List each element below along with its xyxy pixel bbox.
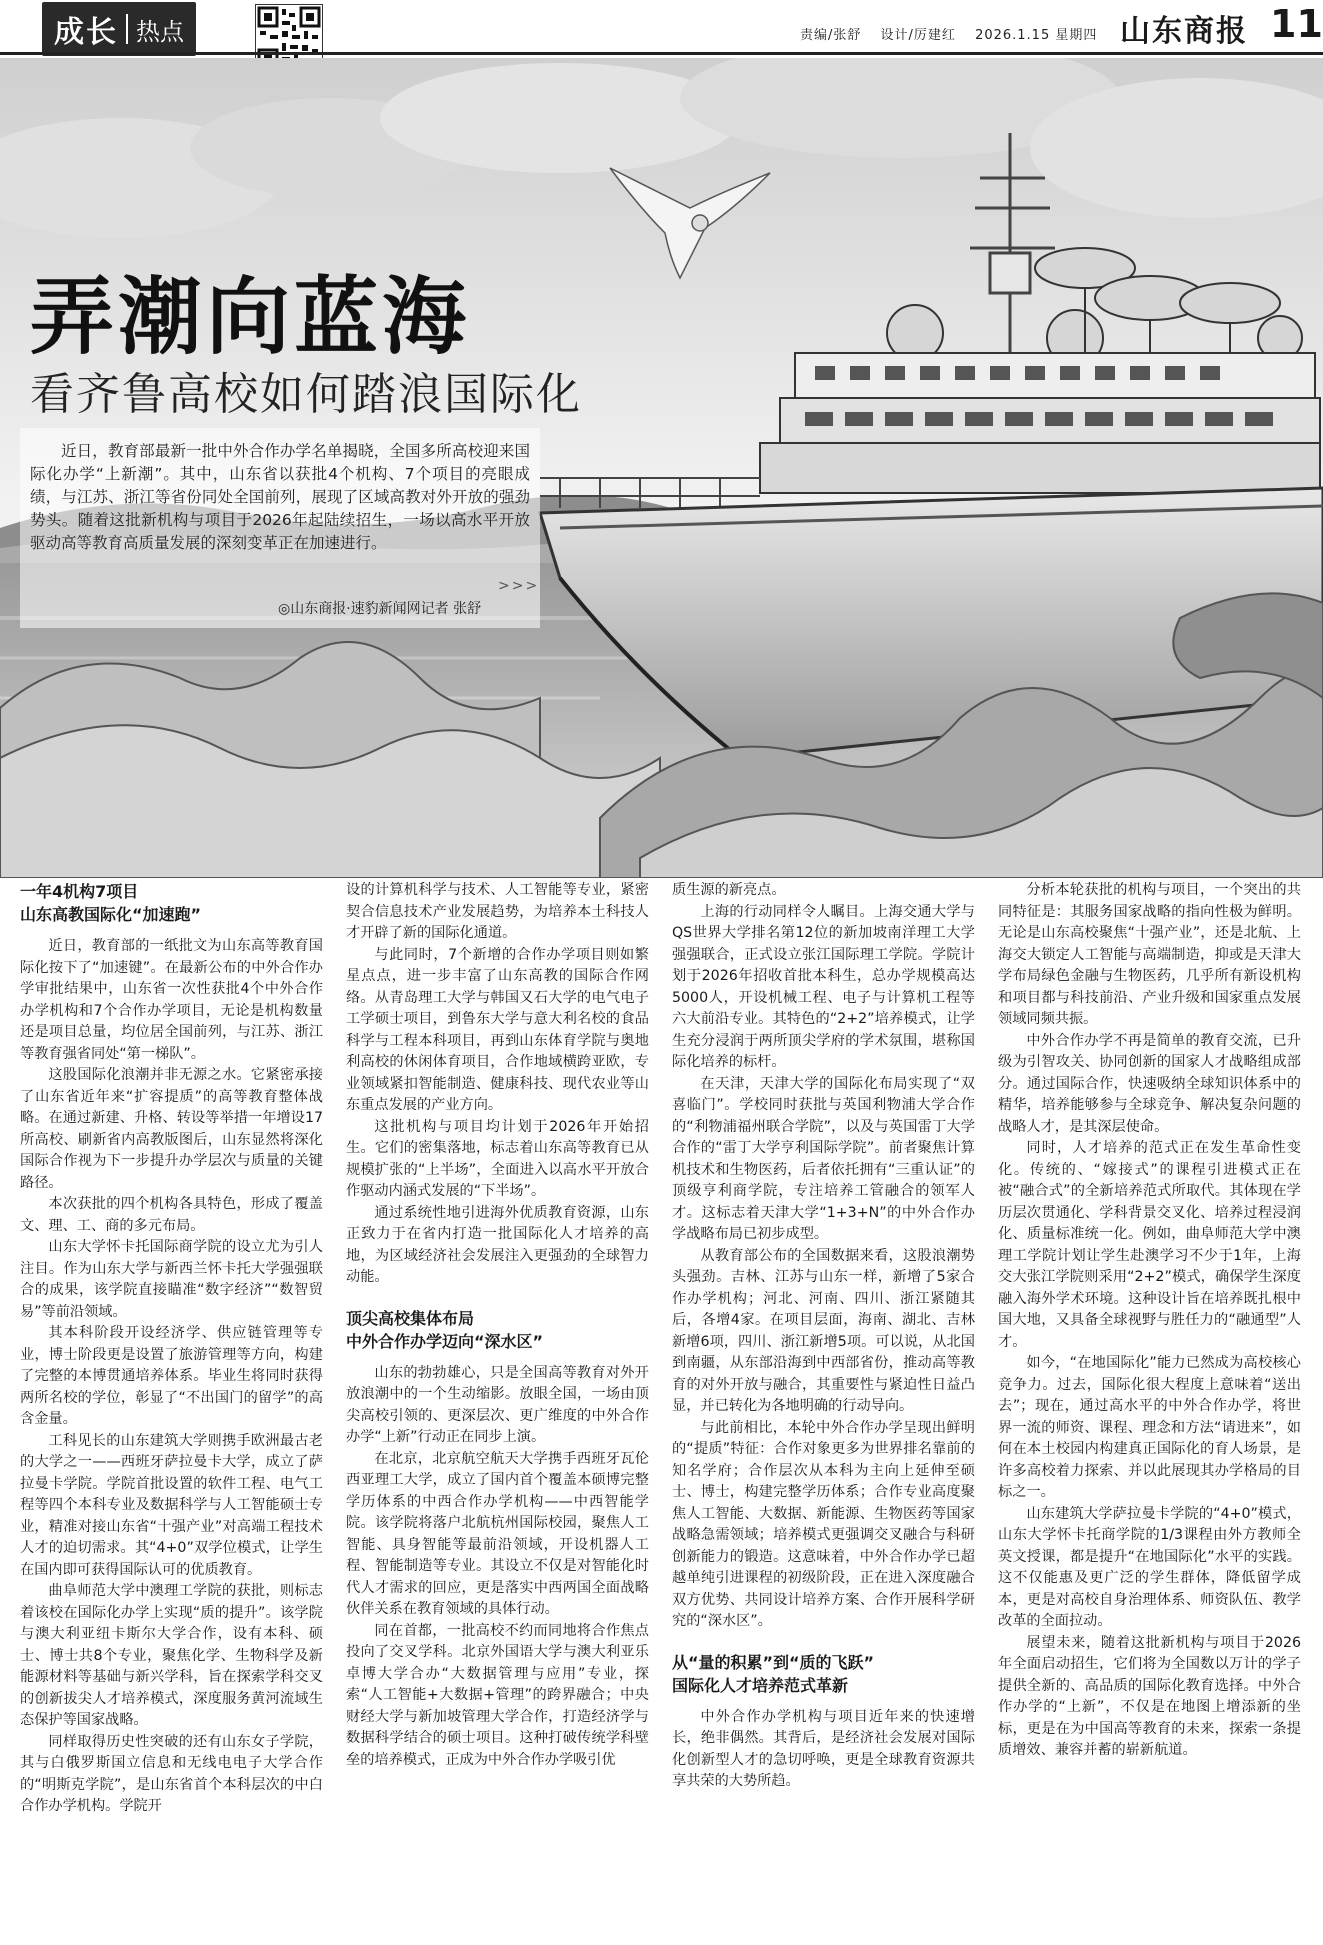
paragraph: 本次获批的四个机构各具特色，形成了覆盖文、理、工、商的多元布局。 — [20, 1196, 323, 1234]
newspaper-name: 山东商报 — [1120, 14, 1248, 49]
section-separator — [126, 14, 128, 44]
paragraph: 近日，教育部的一纸批文为山东高等教育国际化按下了“加速键”。在最新公布的中外合作办学审批结果中，山东省一次性获批4个中外合作办学机构和7个合作办学项目，无论是机构数量还是项目总量，均位居全国前列，与江苏、浙江等教育强省同处“第一梯队”。 — [20, 938, 323, 1062]
paragraph: 质生源的新亮点。 — [672, 882, 786, 898]
paragraph: 分析本轮获批的机构与项目，一个突出的共同特征是：其服务国家战略的指向性极为鲜明。无论是山东高校聚焦“十强产业”，还是北航、上海交大锁定人工智能与高端制造，抑或是天津大学布局绿色金融与生物医药，几乎所有新设机构和项目都与科技前沿、产业升级和国家重点发展领域同频共振。 — [998, 882, 1301, 1027]
paragraph: 山东的勃勃雄心，只是全国高等教育对外开放浪潮中的一个生动缩影。放眼全国，一场由顶尖高校引领的、更深层次、更广维度的中外合作办学“上新”行动正在同步上演。 — [346, 1364, 649, 1445]
article-column-4 — [998, 880, 1301, 1762]
paragraph: 中外合作办学不再是简单的教育交流，已升级为引智攻关、协同创新的国家人才战略组成部分。通过国际合作，快速吸纳全球知识体系中的精华，培养能够参与全球竞争、解决复杂问题的战略人才，是其深层使命。 — [998, 1032, 1301, 1135]
paragraph: 在北京，北京航空航天大学携手西班牙瓦伦西亚理工大学，成立了国内首个覆盖本硕博完整学历体系的中西合作办学机构——中西智能学院。该学院将落户北航杭州国际校园，聚焦人工智能、具身智能等最前沿领域，开设机器人工程、智能制造等专业。其设立不仅是对智能化时代人才需求的回应，更是落实中西两国全面战略伙伴关系在教育领域的具体行动。 — [346, 1450, 649, 1617]
paragraph: 工科见长的山东建筑大学则携手欧洲最古老的大学之一——西班牙萨拉曼卡大学，成立了萨拉曼卡学院。学院首批设置的软件工程、电气工程等四个本科专业及数据科学与人工智能硕士专业，精准对接山东省“十强产业”对高端工程技术人才的迫切需求。其“4+0”双学位模式，让学生在国内即可获得国际认可的优质教育。 — [20, 1432, 323, 1578]
paragraph: 同时，人才培养的范式正在发生革命性变化。传统的、“嫁接式”的课程引进模式正在被“融合式”的全新培养范式所取代。其体现在学历层次贯通化、学科背景交叉化、培养过程浸润化、质量标准统一化。例如，曲阜师范大学中澳理工学院计划让学生赴澳学习不少于1年，上海交大张江学院则采用“2+2”模式，确保学生深度融入海外学术环境。这种设计旨在培养既扎根中国大地，又具备全球视野与胜任力的“融通型”人才。 — [998, 1140, 1301, 1350]
issue-date: 2026.1.15 星期四 — [975, 28, 1098, 43]
article-column-3 — [672, 880, 975, 1793]
paragraph: 山东建筑大学萨拉曼卡学院的“4+0”模式，山东大学怀卡托商学院的1/3课程由外方教师全英文授课，都是提升“在地国际化”水平的实践。这不仅能惠及更广泛的学生群体，降低留学成本，更是对高校自身治理体系、师资队伍、教学改革的全面拉动。 — [998, 1505, 1301, 1629]
article-column-2 — [346, 880, 649, 1771]
headline: 弄潮向蓝海 — [30, 268, 471, 366]
heading-line: 中外合作办学迈向“深水区” — [346, 1331, 544, 1351]
arrows-decoration: >>> — [498, 578, 540, 594]
heading-line: 顶尖高校集体布局 — [346, 1308, 475, 1328]
byline: ◎山东商报·速豹新闻网记者 张舒 — [278, 601, 482, 617]
edition-meta — [800, 24, 1111, 43]
paragraph: 这股国际化浪潮并非无源之水。它紧密承接了山东省近年来“扩容提质”的高等教育整体战略。在通过新建、升格、转设等举措一年增设17所高校、刷新省内高教版图后，山东显然将深化国际合作视为下一步提升办学层次与质量的关键路径。 — [20, 1067, 323, 1191]
paragraph: 展望未来，随着这批新机构与项目于2026年全面启动招生，它们将为全国数以万计的学子提供全新的、高品质的国际化教育选择。中外合作办学的“上新”，不仅是在地图上增添新的坐标，更是在为中国高等教育的未来，探索一条提质增效、兼容并蓄的崭新航道。 — [998, 1634, 1301, 1758]
section-name: 成长 — [54, 15, 118, 50]
editor-credit: 责编/张舒 — [800, 28, 862, 43]
paragraph: 与此前相比，本轮中外合作办学呈现出鲜明的“提质”特征：合作对象更多为世界排名靠前的知名学府；合作层次从本科为主向上延伸至硕士、博士，构建完整学历体系；合作专业高度聚焦人工智能、大数据、新能源、生物医药等国家战略急需领域；培养模式更强调交叉融合与科研创新能力的锻造。这意味着，中外合作办学已超越单纯引进课程的初级阶段，正在进入深度融合双方优势、共同设计培养方案、合作开展科学研究的“深水区”。 — [672, 1419, 975, 1629]
paragraph: 同在首都，一批高校不约而同地将合作焦点投向了交叉学科。北京外国语大学与澳大利亚乐卓博大学合办“大数据管理与应用”专业，探索“人工智能+大数据+管理”的跨界融合；中央财经大学与新加坡管理大学合作，打造经济学与数据科学结合的硕士项目。这种打破传统学科壁垒的培养模式，正成为中外合作办学吸引优 — [346, 1622, 649, 1768]
paragraph: 设的计算机科学与技术、人工智能等专业，紧密契合信息技术产业发展趋势，为培养本土科技人才开辟了新的国际化通道。 — [346, 882, 649, 941]
paragraph: 如今，“在地国际化”能力已然成为高校核心竞争力。过去，国际化很大程度上意味着“送出去”；现在，通过高水平的中外合作办学，将世界一流的师资、课程、理念和方法“请进来”，如何在本土校园内构建真正国际化的育人场景，是许多高校着力探索、并以此展现其办学格局的目标之一。 — [998, 1355, 1301, 1500]
paragraph: 上海的行动同样令人瞩目。上海交通大学与QS世界大学排名第12位的新加坡南洋理工大学强强联合，正式设立张江国际理工学院。学院计划于2026年招收首批本科生，总办学规模高达5000人，开设机械工程、电子与计算机工程等六大前沿专业。其特色的“2+2”培养模式，让学生充分浸润于两所顶尖学府的学术氛围，堪称国际化培养的标杆。 — [672, 903, 975, 1070]
paragraph: 在天津，天津大学的国际化布局实现了“双喜临门”。学校同时获批与英国利物浦大学合作的“利物浦福州联合学院”，以及与英国雷丁大学合作的“雷丁大学亨利国际学院”。前者聚焦计算机技术和生物医药，后者依托拥有“三重认证”的顶级亨利商学院，专注培养工管融合的领军人才。这标志着天津大学“1+3+N”的中外合作办学战略布局已初步成型。 — [672, 1075, 975, 1242]
paragraph: 同样取得历史性突破的还有山东女子学院，其与白俄罗斯国立信息和无线电电子大学合作的“明斯克学院”，是山东省首个本科层次的中白合作办学机构。学院开 — [20, 1733, 323, 1814]
paragraph: 与此同时，7个新增的合作办学项目则如繁星点点，进一步丰富了山东高教的国际合作网络。从青岛理工大学与韩国又石大学的电气电子工学硕士项目，到鲁东大学与意大利名校的食品科学与工程本科项目，再到山东体育学院与奥地利高校的休闲体育项目，合作地域横跨亚欧，专业领域紧扣智能制造、健康科技、现代农业等山东重点发展的产业方向。 — [346, 946, 649, 1113]
paragraph: 其本科阶段开设经济学、供应链管理等专业，博士阶段更是设置了旅游管理等方向，构建了完整的本博贯通培养体系。毕业生将同时获得两所名校的学位，彰显了“不出国门的留学”的高含金量。 — [20, 1325, 323, 1427]
subheadline: 看齐鲁高校如何踏浪国际化 — [30, 369, 582, 420]
paragraph: 中外合作办学机构与项目近年来的快速增长，绝非偶然。其背后，是经济社会发展对国际化创新型人才的急切呼唤，更是全球教育资源共享共荣的大势所趋。 — [672, 1708, 975, 1789]
heading-line: 一年4机构7项目 — [20, 882, 139, 901]
paragraph: 这批机构与项目均计划于2026年开始招生。它们的密集落地，标志着山东高等教育已从规模扩张的“上半场”，全面进入以高水平开放合作驱动内涵式发展的“下半场”。 — [346, 1118, 649, 1199]
lead-paragraph: 近日，教育部最新一批中外合作办学名单揭晓，全国多所高校迎来国际化办学“上新潮”。其中，山东省以获批4个机构、7个项目的亮眼成绩，与江苏、浙江等省份同处全国前列，展现了区域高教对外开放的强劲势头。随着这批新机构与项目于2026年起陆续招生，一场以高水平开放驱动高等教育高质量发展的深刻变革正在加速进行。 — [30, 442, 530, 552]
section-tag — [42, 2, 196, 56]
article-body — [20, 880, 1310, 1930]
section-heading-1 — [20, 880, 323, 926]
paragraph: 山东大学怀卡托国际商学院的设立尤为引人注目。作为山东大学与新西兰怀卡托大学强强联合的成果，该学院直接瞄准“数字经济”“数智贸易”等前沿领域。 — [20, 1239, 323, 1320]
paragraph: 曲阜师范大学中澳理工学院的获批，则标志着该校在国际化办学上实现“质的提升”。该学院与澳大利亚纽卡斯尔大学合作，设有本科、硕士、博士共8个专业，聚焦化学、生物科学及新能源材料等基础与新兴学科，旨在探索学科交叉的创新拔尖人才培养模式，深度服务黄河流域生态保护等国家战略。 — [20, 1583, 323, 1728]
header-rule — [0, 52, 1323, 55]
page-header — [0, 0, 1323, 58]
article-column-1 — [20, 880, 323, 1818]
designer-credit: 设计/厉建红 — [880, 28, 956, 43]
section-heading-2 — [346, 1307, 649, 1353]
heading-line: 山东高教国际化“加速跑” — [20, 905, 202, 924]
section-subname: 热点 — [136, 17, 184, 46]
hero-illustration — [0, 58, 1323, 878]
heading-line: 国际化人才培养范式革新 — [672, 1675, 849, 1695]
paragraph: 从教育部公布的全国数据来看，这股浪潮势头强劲。吉林、江苏与山东一样，新增了5家合作办学机构；河北、河南、四川、浙江紧随其后，各增4家。在项目层面，海南、湖北、吉林新增6项，四川、浙江新增5项。可以说，从北国到南疆，从东部沿海到中西部省份，推动高等教育的对外开放与融合，其重要性与紧迫性日益凸显，并已转化为各地明确的行动导向。 — [672, 1247, 975, 1414]
page-number: 11 — [1270, 2, 1323, 46]
paragraph: 通过系统性地引进海外优质教育资源，山东正致力于在省内打造一批国际化人才培养的高地，为区域经济社会发展注入更强劲的全球智力动能。 — [346, 1204, 649, 1285]
heading-line: 从“量的积累”到“质的飞跃” — [672, 1652, 875, 1672]
section-heading-3 — [672, 1651, 975, 1697]
